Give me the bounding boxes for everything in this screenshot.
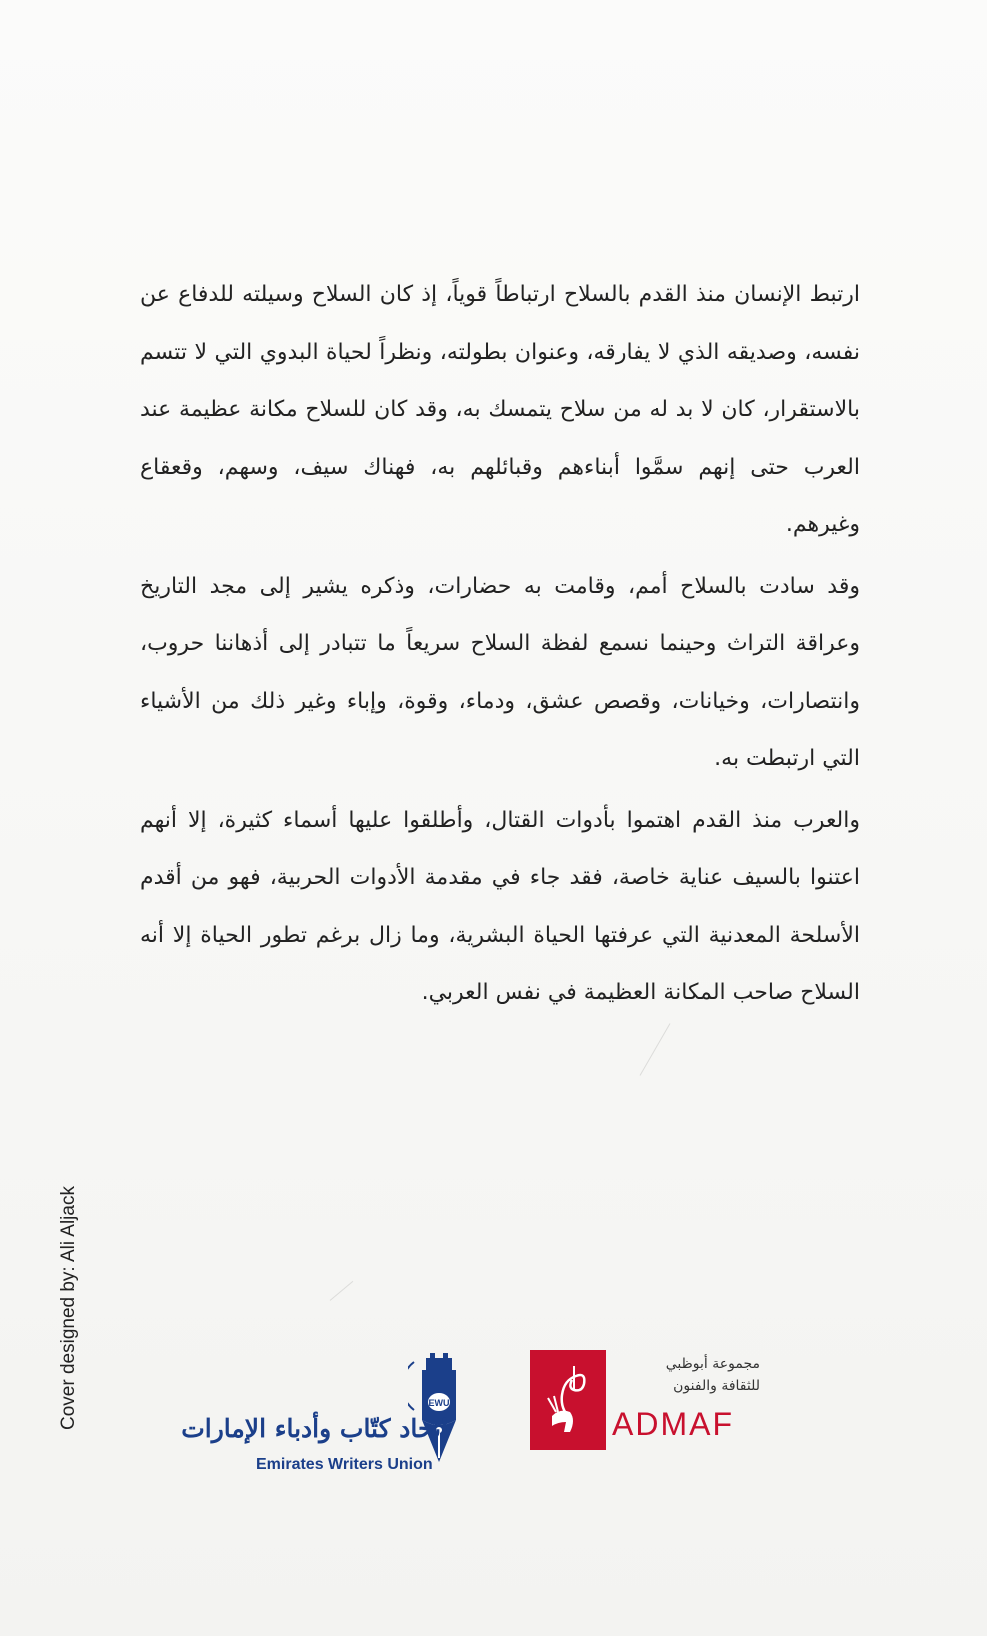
gazelle-clef-mark-icon <box>530 1350 606 1450</box>
admaf-english-name: ADMAF <box>612 1406 734 1442</box>
admaf-arabic-line-1: مجموعة أبوظبي <box>665 1356 760 1372</box>
synopsis-paragraph-2: وقد سادت بالسلاح أمم، وقامت به حضارات، وذكره يشير إلى مجد التاريخ وعراقة التراث وحينما نسمع لفظة السلاح سريعاً ما تتبادر إلى أذهاننا حروب، وانتصارات، وخيانات، وقصص عشق، ودماء، وقوة، وإباء وغير ذلك من الأشياء التي ارتبطت به. <box>140 573 860 771</box>
paper-scratch <box>330 1281 354 1301</box>
ewu-arabic-name: اتحاد كتّاب وأدباء الإمارات <box>181 1414 448 1443</box>
pen-tower-emblem-icon <box>408 1350 470 1465</box>
cover-designer-credit: Cover designed by: Ali Aljack <box>58 1186 79 1430</box>
admaf-arabic-line-2: للثقافة والفنون <box>673 1378 760 1394</box>
synopsis-paragraph-1: ارتبط الإنسان منذ القدم بالسلاح ارتباطاً قوياً، إذ كان السلاح وسيلته للدفاع عن نفسه، وصديقه الذي لا يفارقه، وعنوان بطولته، ونظراً لحياة البدوي التي لا تتسم بالاستقرار، كان لا بد له من سلاح يتمسك به، وقد كان للسلاح مكانة عظيمة عند العرب حتى إنهم سمَّوا أبناءهم وقبائلهم به، فهناك سيف، وسهم، وقعقاع وغيرهم. <box>140 282 860 537</box>
synopsis-paragraph-3: والعرب منذ القدم اهتموا بأدوات القتال، وأطلقوا عليها أسماء كثيرة، إلا أنهم اعتنوا بالسيف عناية خاصة، فقد جاء في مقدمة الأدوات الحربية، فهو من أقدم الأسلحة المعدنية التي عرفتها الحياة البشرية، وما زال برغم تطور الحياة إلا أنه السلاح صاحب المكانة العظيمة في نفس العربي. <box>140 807 860 1005</box>
synopsis-text <box>140 266 860 1026</box>
ewu-badge-text: EWU <box>428 1398 450 1408</box>
paper-scratch <box>640 1023 671 1075</box>
admaf-logo <box>530 1350 780 1460</box>
ewu-english-name: Emirates Writers Union <box>256 1456 433 1473</box>
emirates-writers-union-logo <box>181 1350 468 1500</box>
